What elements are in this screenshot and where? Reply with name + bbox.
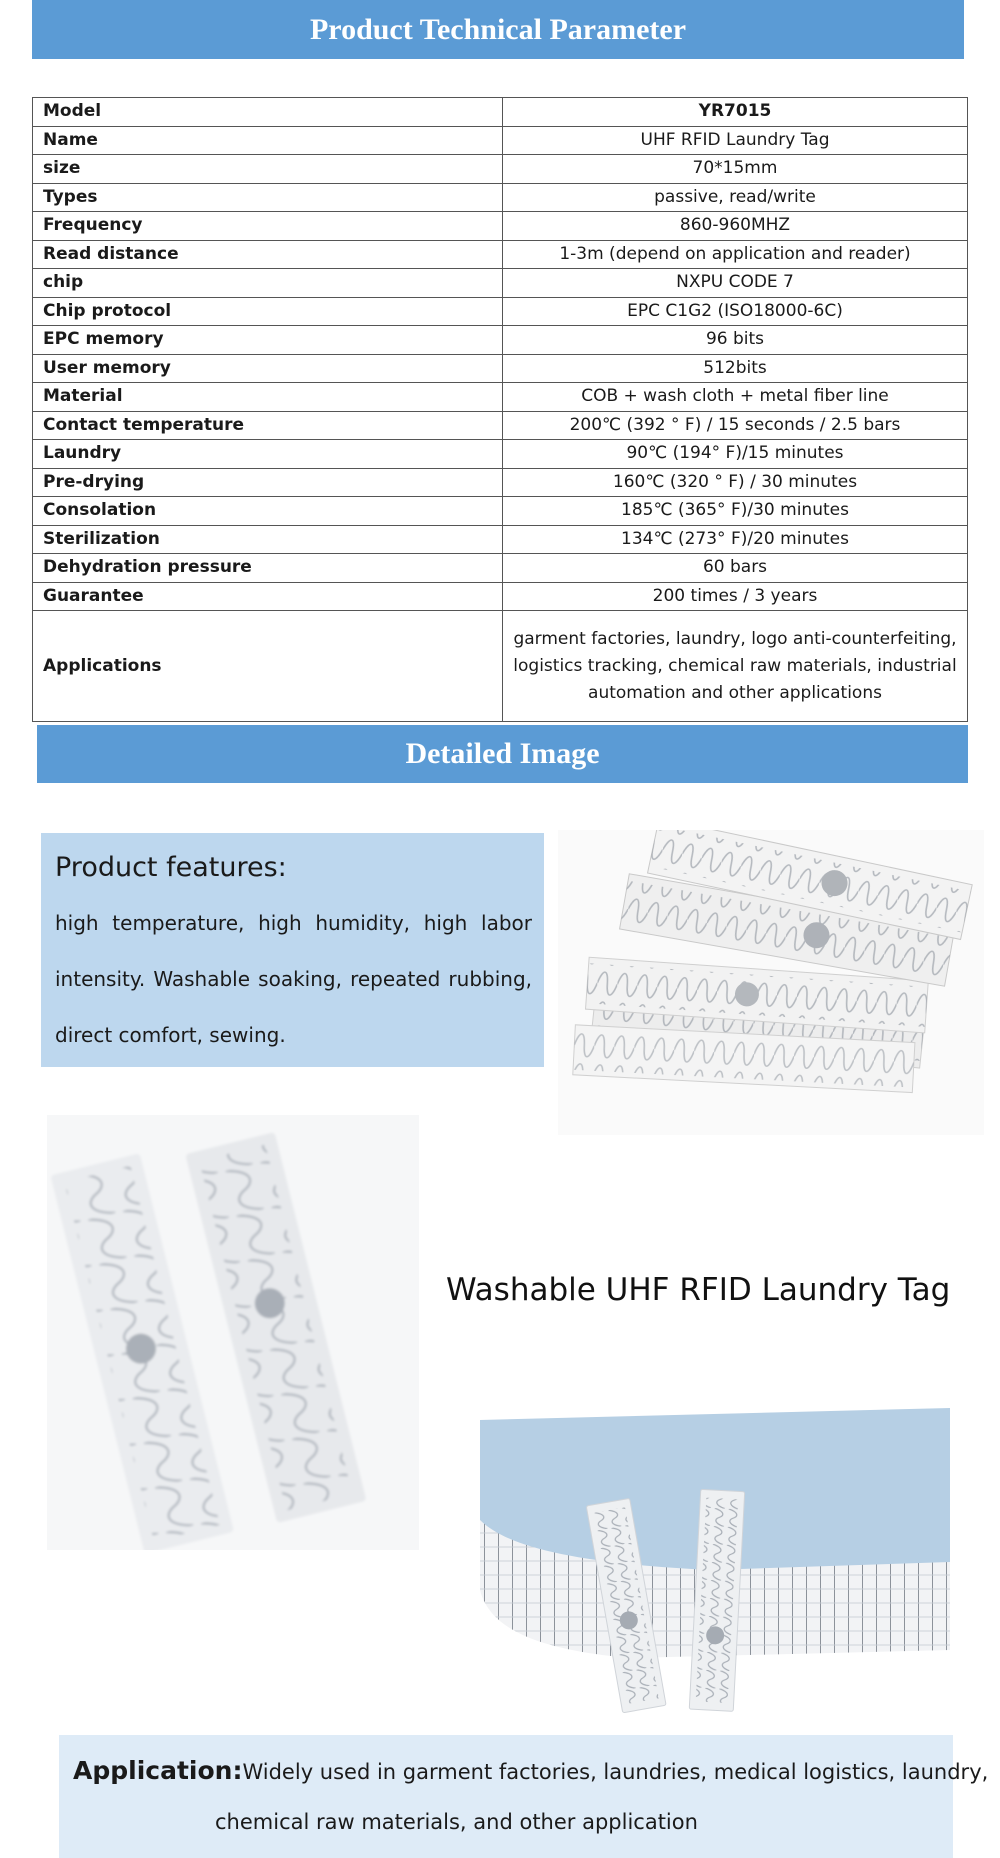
spec-value: passive, read/write <box>503 183 968 212</box>
spec-key: User memory <box>33 354 503 383</box>
spec-key: Frequency <box>33 212 503 241</box>
spec-row <box>33 240 968 269</box>
spec-value: YR7015 <box>503 98 968 127</box>
spec-key: Read distance <box>33 240 503 269</box>
spec-key: Dehydration pressure <box>33 554 503 583</box>
spec-key: Material <box>33 383 503 412</box>
tag-pair-photo <box>47 1115 419 1550</box>
spec-row <box>33 411 968 440</box>
application-text-1: Widely used in garment factories, laundries, medical logistics, laundry, <box>242 1760 989 1784</box>
spec-value: 60 bars <box>503 554 968 583</box>
spec-value: 1-3m (depend on application and reader) <box>503 240 968 269</box>
spec-row <box>33 98 968 127</box>
spec-row <box>33 497 968 526</box>
spec-row <box>33 183 968 212</box>
spec-row <box>33 582 968 611</box>
spec-key: EPC memory <box>33 326 503 355</box>
spec-key: Name <box>33 126 503 155</box>
fabric-tags-illustration <box>470 1400 950 1718</box>
spec-row <box>33 326 968 355</box>
technical-parameter-banner <box>32 0 964 59</box>
spec-key: Consolation <box>33 497 503 526</box>
spec-key: Applications <box>33 611 503 722</box>
spec-key: Laundry <box>33 440 503 469</box>
spec-value: 96 bits <box>503 326 968 355</box>
spec-value: EPC C1G2 (ISO18000-6C) <box>503 297 968 326</box>
spec-value: 860-960MHZ <box>503 212 968 241</box>
spec-key: Model <box>33 98 503 127</box>
spec-row <box>33 468 968 497</box>
spec-table <box>32 97 968 722</box>
application-label: Application: <box>73 1756 243 1785</box>
spec-key: size <box>33 155 503 184</box>
spec-value: 200 times / 3 years <box>503 582 968 611</box>
spec-value: garment factories, laundry, logo anti-counterfeiting, logistics tracking, chemical raw materials, industrial automation and other applications <box>503 611 968 722</box>
spec-row <box>33 354 968 383</box>
spec-key: Guarantee <box>33 582 503 611</box>
spec-row <box>33 155 968 184</box>
product-features-box <box>41 833 544 1067</box>
spec-value: COB + wash cloth + metal fiber line <box>503 383 968 412</box>
spec-row <box>33 126 968 155</box>
stacked-tags-photo <box>558 830 984 1135</box>
application-text-2: chemical raw materials, and other application <box>215 1810 698 1834</box>
spec-key: Contact temperature <box>33 411 503 440</box>
spec-value: 200℃ (392 ° F) / 15 seconds / 2.5 bars <box>503 411 968 440</box>
spec-value: 134℃ (273° F)/20 minutes <box>503 525 968 554</box>
spec-value: UHF RFID Laundry Tag <box>503 126 968 155</box>
application-line-1 <box>73 1749 989 1794</box>
detailed-image-title: Detailed Image <box>405 737 600 770</box>
spec-key: Chip protocol <box>33 297 503 326</box>
application-box <box>59 1735 989 1858</box>
tag-pair-illustration <box>47 1115 419 1550</box>
features-title: Product features: <box>55 852 287 883</box>
spec-row <box>33 269 968 298</box>
spec-row <box>33 297 968 326</box>
spec-row <box>33 383 968 412</box>
spec-row <box>33 440 968 469</box>
features-text: high temperature, high humidity, high labor intensity. Washable soaking, repeated rubbing, direct comfort, sewing. <box>55 911 532 1047</box>
detailed-image-banner <box>37 725 968 783</box>
spec-row <box>33 611 968 722</box>
spec-value: NXPU CODE 7 <box>503 269 968 298</box>
spec-value: 185℃ (365° F)/30 minutes <box>503 497 968 526</box>
spec-value: 512bits <box>503 354 968 383</box>
technical-parameter-title: Product Technical Parameter <box>309 12 687 46</box>
stacked-tags-illustration <box>558 830 984 1135</box>
spec-value: 160℃ (320 ° F) / 30 minutes <box>503 468 968 497</box>
spec-key: Pre-drying <box>33 468 503 497</box>
fabric-tags-photo <box>470 1400 950 1718</box>
spec-value: 70*15mm <box>503 155 968 184</box>
spec-row <box>33 212 968 241</box>
product-heading: Washable UHF RFID Laundry Tag <box>446 1272 951 1308</box>
spec-row <box>33 525 968 554</box>
spec-row <box>33 554 968 583</box>
spec-key: chip <box>33 269 503 298</box>
spec-key: Sterilization <box>33 525 503 554</box>
spec-value: 90℃ (194° F)/15 minutes <box>503 440 968 469</box>
spec-key: Types <box>33 183 503 212</box>
